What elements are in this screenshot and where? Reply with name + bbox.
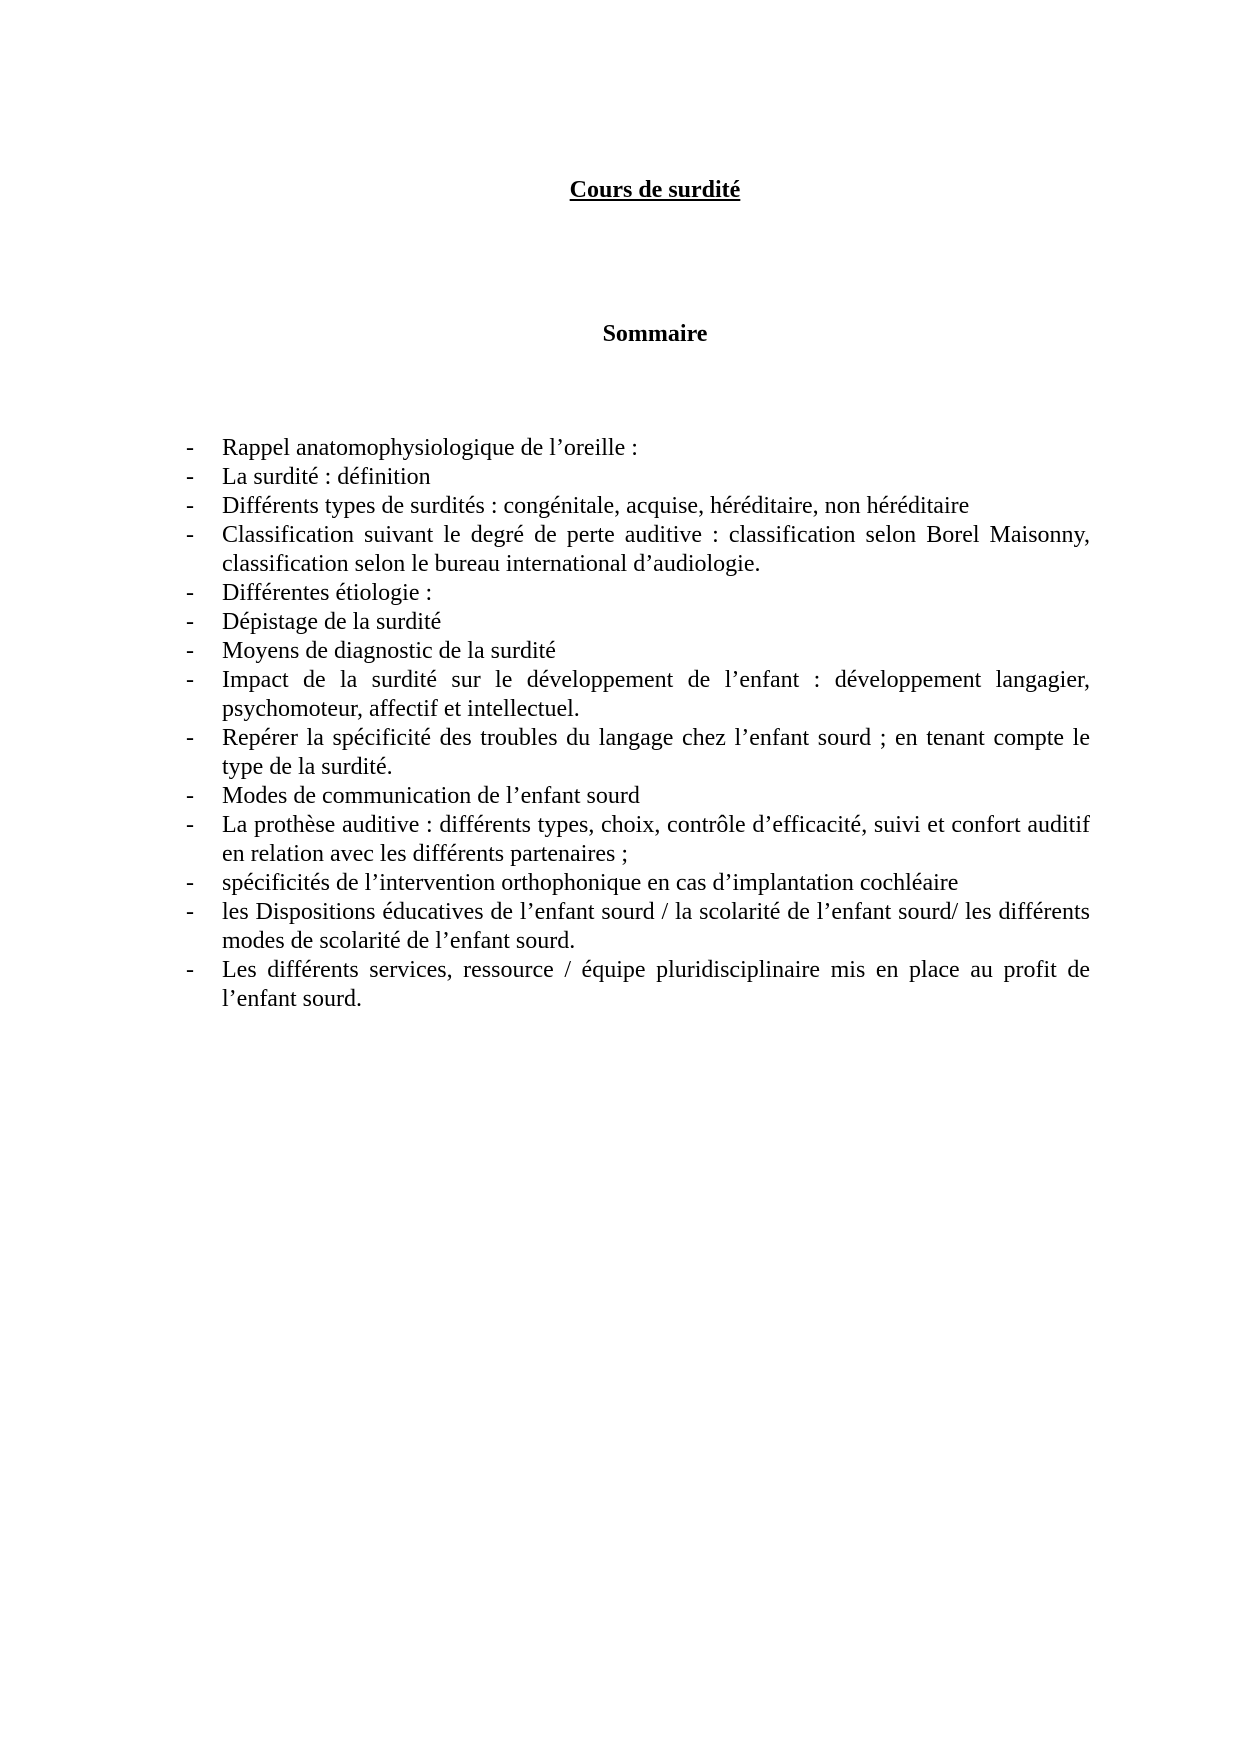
toc-item: - Dépistage de la surdité bbox=[186, 608, 1090, 637]
document-title: Cours de surdité bbox=[569, 177, 741, 203]
toc-item: - Moyens de diagnostic de la surdité bbox=[186, 637, 1090, 666]
toc-item: - Les différents services, ressource / équipe pluridisciplinaire mis en place au profit de l’enfant sourd. bbox=[186, 956, 1090, 1014]
toc-item: - Classification suivant le degré de perte auditive : classification selon Borel Maisonny, classification selon le bureau international d’audiologie. bbox=[186, 521, 1090, 579]
toc-item: - Repérer la spécificité des troubles du langage chez l’enfant sourd ; en tenant compte le type de la surdité. bbox=[186, 724, 1090, 782]
toc-item: - Rappel anatomophysiologique de l’oreille : bbox=[186, 434, 1090, 463]
toc-item: - Différents types de surdités : congénitale, acquise, héréditaire, non héréditaire bbox=[186, 492, 1090, 521]
toc-item: - spécificités de l’intervention orthophonique en cas d’implantation cochléaire bbox=[186, 869, 1090, 898]
table-of-contents-heading: Sommaire bbox=[602, 321, 708, 347]
toc-item: - La surdité : définition bbox=[186, 463, 1090, 492]
toc-item: - Différentes étiologie : bbox=[186, 579, 1090, 608]
toc-item: - les Dispositions éducatives de l’enfant sourd / la scolarité de l’enfant sourd/ les différents modes de scolarité de l’enfant sourd. bbox=[186, 898, 1090, 956]
toc-item: - Modes de communication de l’enfant sourd bbox=[186, 782, 1090, 811]
toc-item: - La prothèse auditive : différents types, choix, contrôle d’efficacité, suivi et confort auditif en relation avec les différents partenaires ; bbox=[186, 811, 1090, 869]
toc-item: - Impact de la surdité sur le développement de l’enfant : développement langagier, psychomoteur, affectif et intellectuel. bbox=[186, 666, 1090, 724]
table-of-contents-list bbox=[186, 434, 1090, 1014]
